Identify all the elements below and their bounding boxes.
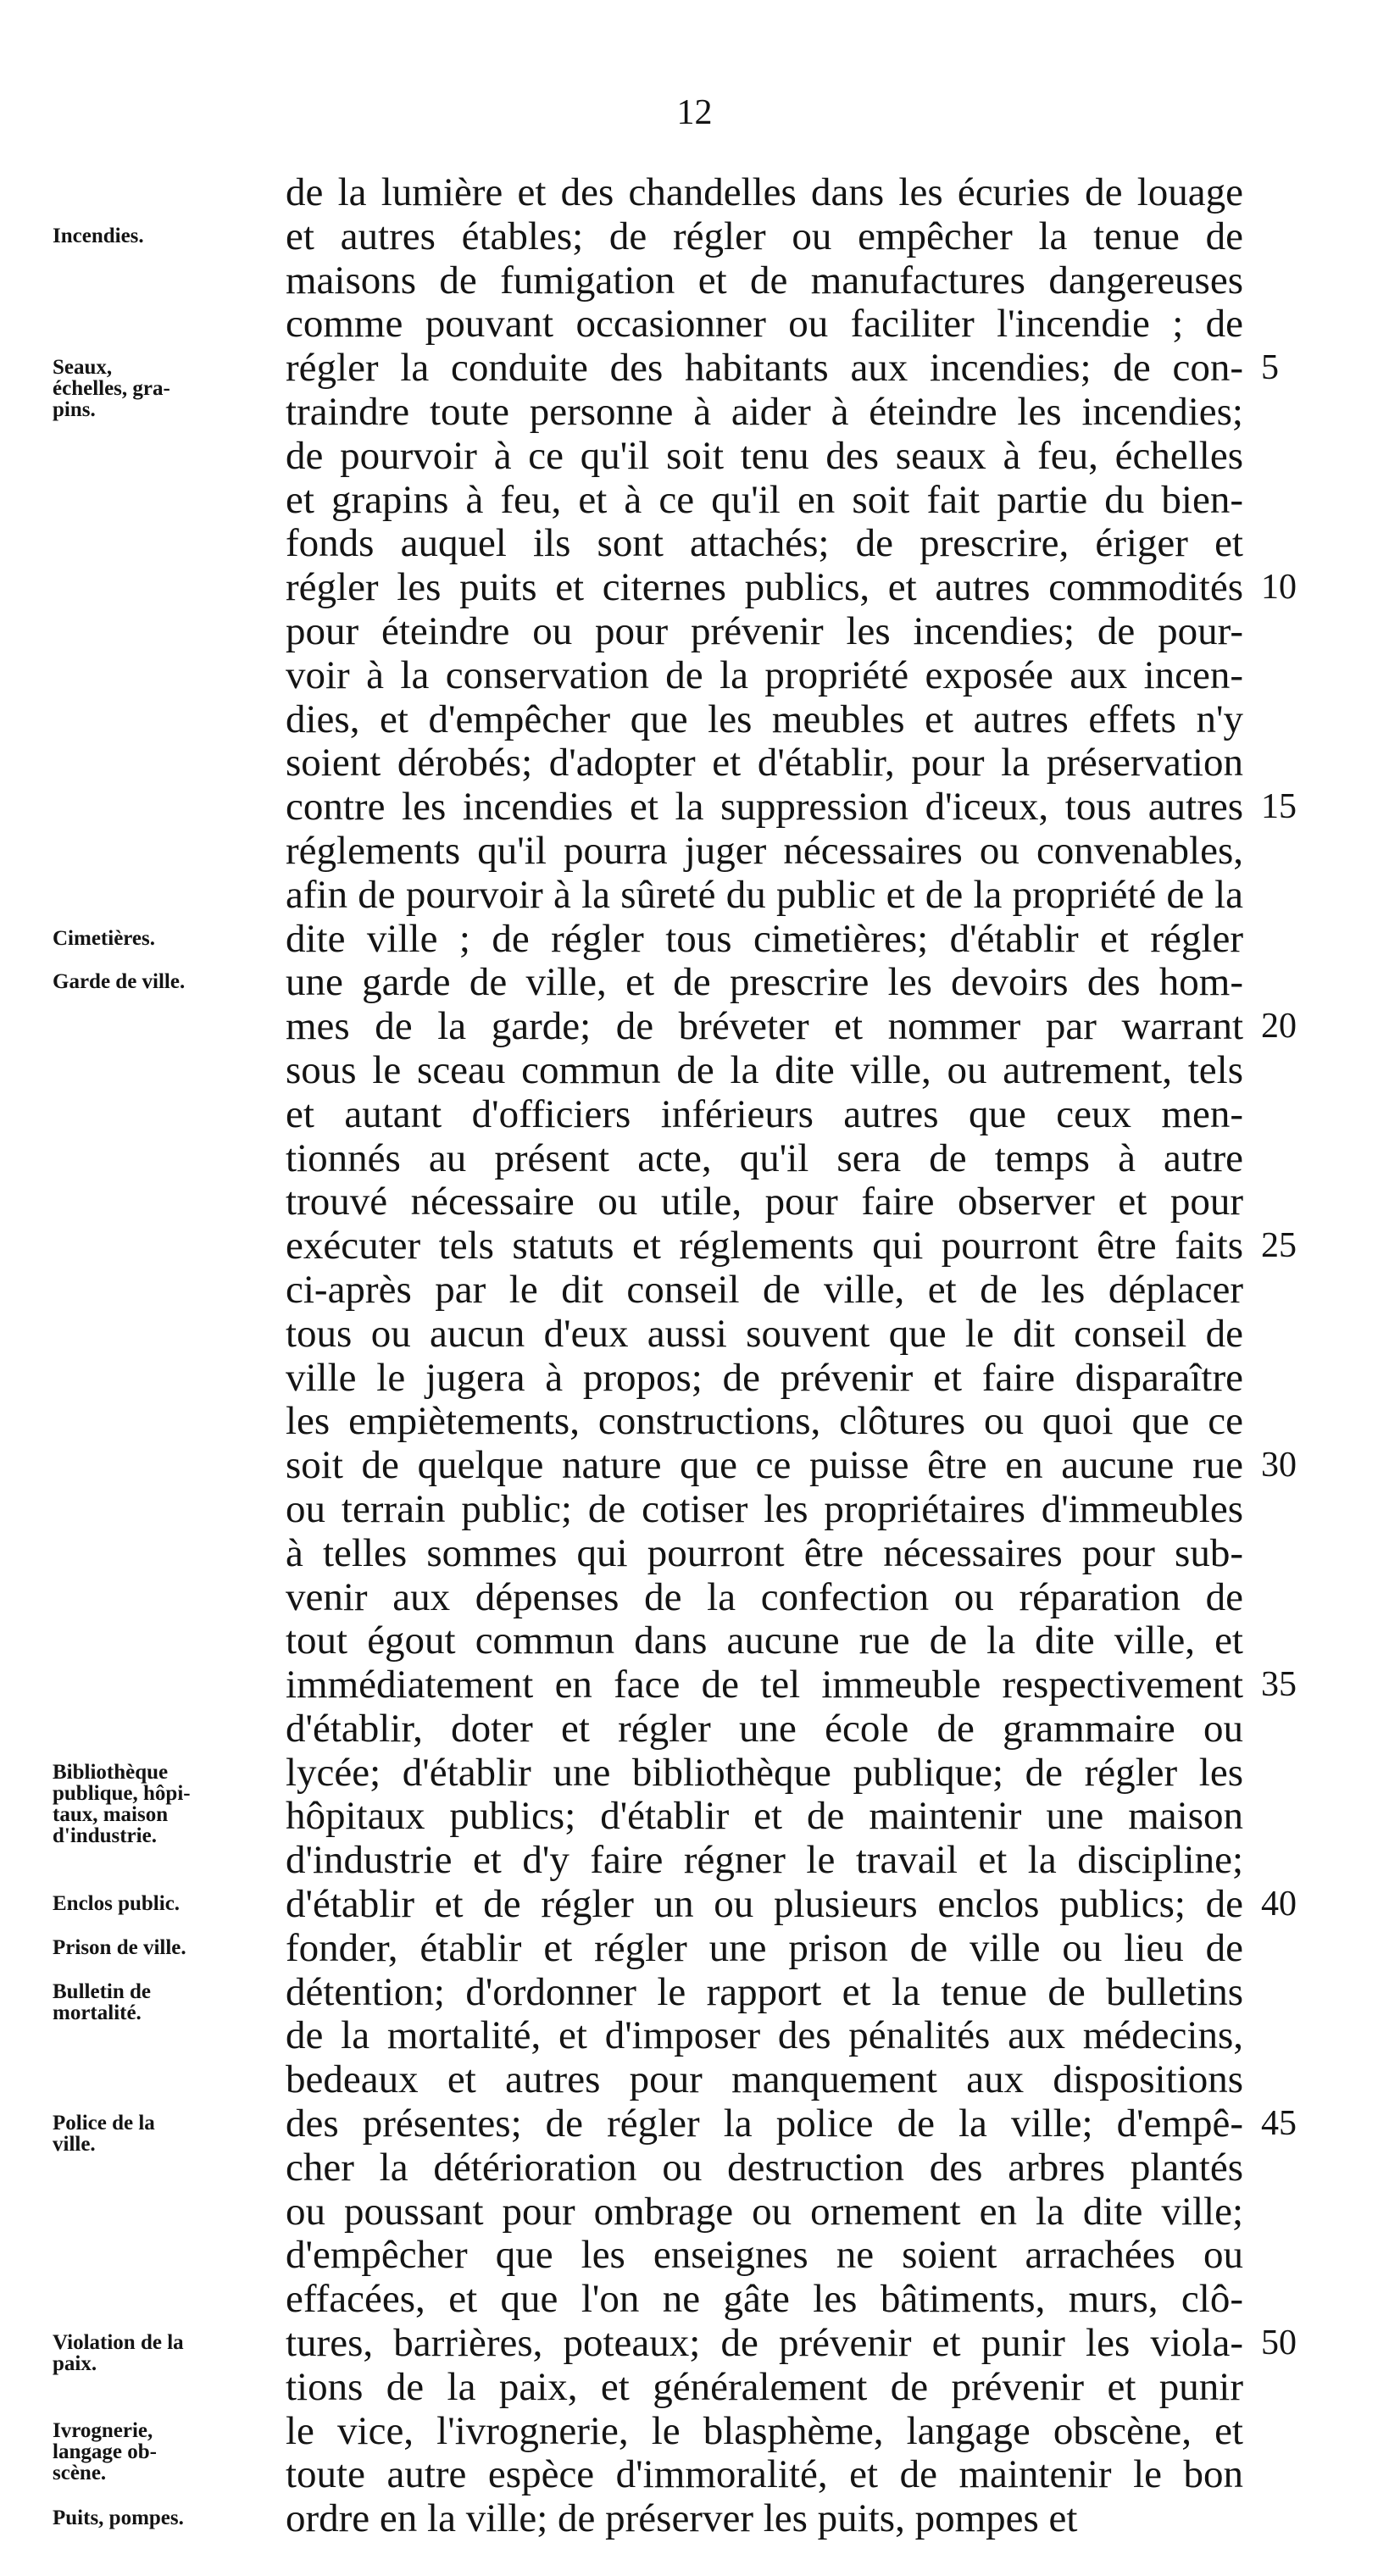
text-line: une garde de ville, et de prescrire les devoirs des hom- <box>286 961 1243 1005</box>
text-line: les empiètements, constructions, clôtures ou quoi que ce <box>286 1400 1243 1444</box>
text-line: traindre toute personne à aider à éteindre les incendies; <box>286 390 1243 434</box>
line-number: 15 <box>1261 787 1297 827</box>
text-line: effacées, et que l'on ne gâte les bâtiments, murs, clô- <box>286 2278 1243 2322</box>
text-line: d'industrie et d'y faire régner le travail et la discipline; <box>286 1839 1243 1883</box>
text-line: sous le sceau commun de la dite ville, ou autrement, tels <box>286 1048 1243 1092</box>
text-line: tout égout commun dans aucune rue de la dite ville, et <box>286 1619 1243 1663</box>
text-line: dies, et d'empêcher que les meubles et autres effets n'y <box>286 697 1243 741</box>
line-number: 30 <box>1261 1446 1297 1485</box>
text-line: maisons de fumigation et de manufactures dangereuses <box>286 258 1243 303</box>
margin-note: Prison de ville. <box>53 1936 186 1959</box>
text-line: ordre en la ville; de préserver les puits, pompes et <box>286 2497 1078 2541</box>
body-text <box>286 171 1243 2541</box>
text-line: toute autre espèce d'immoralité, et de maintenir le bon <box>286 2453 1243 2497</box>
margin-note: Seaux, échelles, gra- pins. <box>53 356 170 422</box>
text-line: trouvé nécessaire ou utile, pour faire observer et pour <box>286 1180 1243 1224</box>
text-line: fonds auquel ils sont attachés; de prescrire, ériger et <box>286 522 1243 566</box>
text-line: venir aux dépenses de la confection ou réparation de <box>286 1575 1243 1619</box>
line-number: 10 <box>1261 568 1297 608</box>
line-number: 20 <box>1261 1007 1297 1046</box>
line-number: 25 <box>1261 1226 1297 1266</box>
margin-note: Enclos public. <box>53 1892 181 1916</box>
line-number: 5 <box>1261 348 1279 388</box>
text-line: à telles sommes qui pourront être nécessaires pour sub- <box>286 1531 1243 1575</box>
text-line: d'établir et de régler un ou plusieurs enclos publics; de <box>286 1883 1243 1927</box>
text-line: fonder, établir et régler une prison de ville ou lieu de <box>286 1926 1243 1970</box>
text-line: de pourvoir à ce qu'il soit tenu des seaux à feu, échelles <box>286 434 1243 478</box>
text-line: des présentes; de régler la police de la ville; d'empê- <box>286 2102 1243 2146</box>
text-line: pour éteindre ou pour prévenir les incendies; de pour- <box>286 609 1243 653</box>
text-line: d'empêcher que les enseignes ne soient arrachées ou <box>286 2234 1243 2278</box>
text-line: ci-après par le dit conseil de ville, et de les déplacer <box>286 1268 1243 1312</box>
text-line: et autant d'officiers inférieurs autres que ceux men- <box>286 1092 1243 1136</box>
text-line: comme pouvant occasionner ou faciliter l'incendie ; de <box>286 303 1243 347</box>
margin-note: Ivrognerie, langage ob- scène. <box>53 2418 157 2484</box>
text-line: voir à la conservation de la propriété exposée aux incen- <box>286 653 1243 697</box>
margin-note: Cimetières. <box>53 926 156 950</box>
line-number: 45 <box>1261 2104 1297 2144</box>
text-line: tionnés au présent acte, qu'il sera de temps à autre <box>286 1136 1243 1180</box>
text-line: contre les incendies et la suppression d'iceux, tous autres <box>286 786 1243 830</box>
line-number: 40 <box>1261 1885 1297 1924</box>
text-line: tions de la paix, et généralement de prévenir et punir <box>286 2365 1243 2409</box>
text-line: tures, barrières, poteaux; de prévenir et punir les viola- <box>286 2322 1243 2366</box>
text-line: bedeaux et autres pour manquement aux dispositions <box>286 2058 1243 2102</box>
text-line: tous ou aucun d'eux aussi souvent que le dit conseil de <box>286 1312 1243 1356</box>
text-line: régler la conduite des habitants aux incendies; de con- <box>286 347 1243 391</box>
margin-note: Garde de ville. <box>53 970 186 994</box>
text-line: afin de pourvoir à la sûreté du public et de la propriété de la <box>286 873 1243 917</box>
text-line: mes de la garde; de bréveter et nommer par warrant <box>286 1005 1243 1049</box>
margin-note: Puits, pompes. <box>53 2507 184 2530</box>
text-line: et grapins à feu, et à ce qu'il en soit fait partie du bien- <box>286 478 1243 522</box>
text-line: ville le jugera à propos; de prévenir et faire disparaître <box>286 1356 1243 1400</box>
text-line: régler les puits et citernes publics, et autres commodités <box>286 566 1243 610</box>
text-line: de la lumière et des chandelles dans les écuries de louage <box>286 171 1243 214</box>
text-line: d'établir, doter et régler une école de grammaire ou <box>286 1707 1243 1751</box>
text-line: soient dérobés; d'adopter et d'établir, pour la préservation <box>286 741 1243 786</box>
margin-note: Bulletin de mortalité. <box>53 1979 151 2024</box>
text-line: réglements qu'il pourra juger nécessaires ou convenables, <box>286 829 1243 873</box>
text-line: soit de quelque nature que ce puisse être en aucune rue <box>286 1444 1243 1488</box>
margin-note: Incendies. <box>53 224 144 247</box>
text-line: de la mortalité, et d'imposer des pénalités aux médecins, <box>286 2014 1243 2058</box>
line-number: 35 <box>1261 1665 1297 1705</box>
line-number: 50 <box>1261 2323 1297 2363</box>
margin-note: Police de la ville. <box>53 2112 155 2157</box>
text-line: cher la détérioration ou destruction des arbres plantés <box>286 2146 1243 2190</box>
text-line: immédiatement en face de tel immeuble respectivement <box>286 1663 1243 1707</box>
text-line: dite ville ; de régler tous cimetières; d'établir et régler <box>286 917 1243 961</box>
text-line: détention; d'ordonner le rapport et la tenue de bulletins <box>286 1970 1243 2014</box>
text-line: hôpitaux publics; d'établir et de maintenir une maison <box>286 1795 1243 1839</box>
text-line: lycée; d'établir une bibliothèque publique; de régler les <box>286 1751 1243 1795</box>
margin-note: Bibliothèque publique, hôpi- taux, maison d'industrie. <box>53 1760 191 1847</box>
page-number: 12 <box>676 93 713 132</box>
text-line: ou terrain public; de cotiser les propriétaires d'immeubles <box>286 1487 1243 1531</box>
margin-note: Violation de la paix. <box>53 2331 184 2376</box>
text-line: le vice, l'ivrognerie, le blasphème, langage obscène, et <box>286 2409 1243 2453</box>
text-line: exécuter tels statuts et réglements qui pourront être faits <box>286 1224 1243 1269</box>
text-line: ou poussant pour ombrage ou ornement en la dite ville; <box>286 2190 1243 2234</box>
text-line: et autres étables; de régler ou empêcher la tenue de <box>286 214 1243 258</box>
